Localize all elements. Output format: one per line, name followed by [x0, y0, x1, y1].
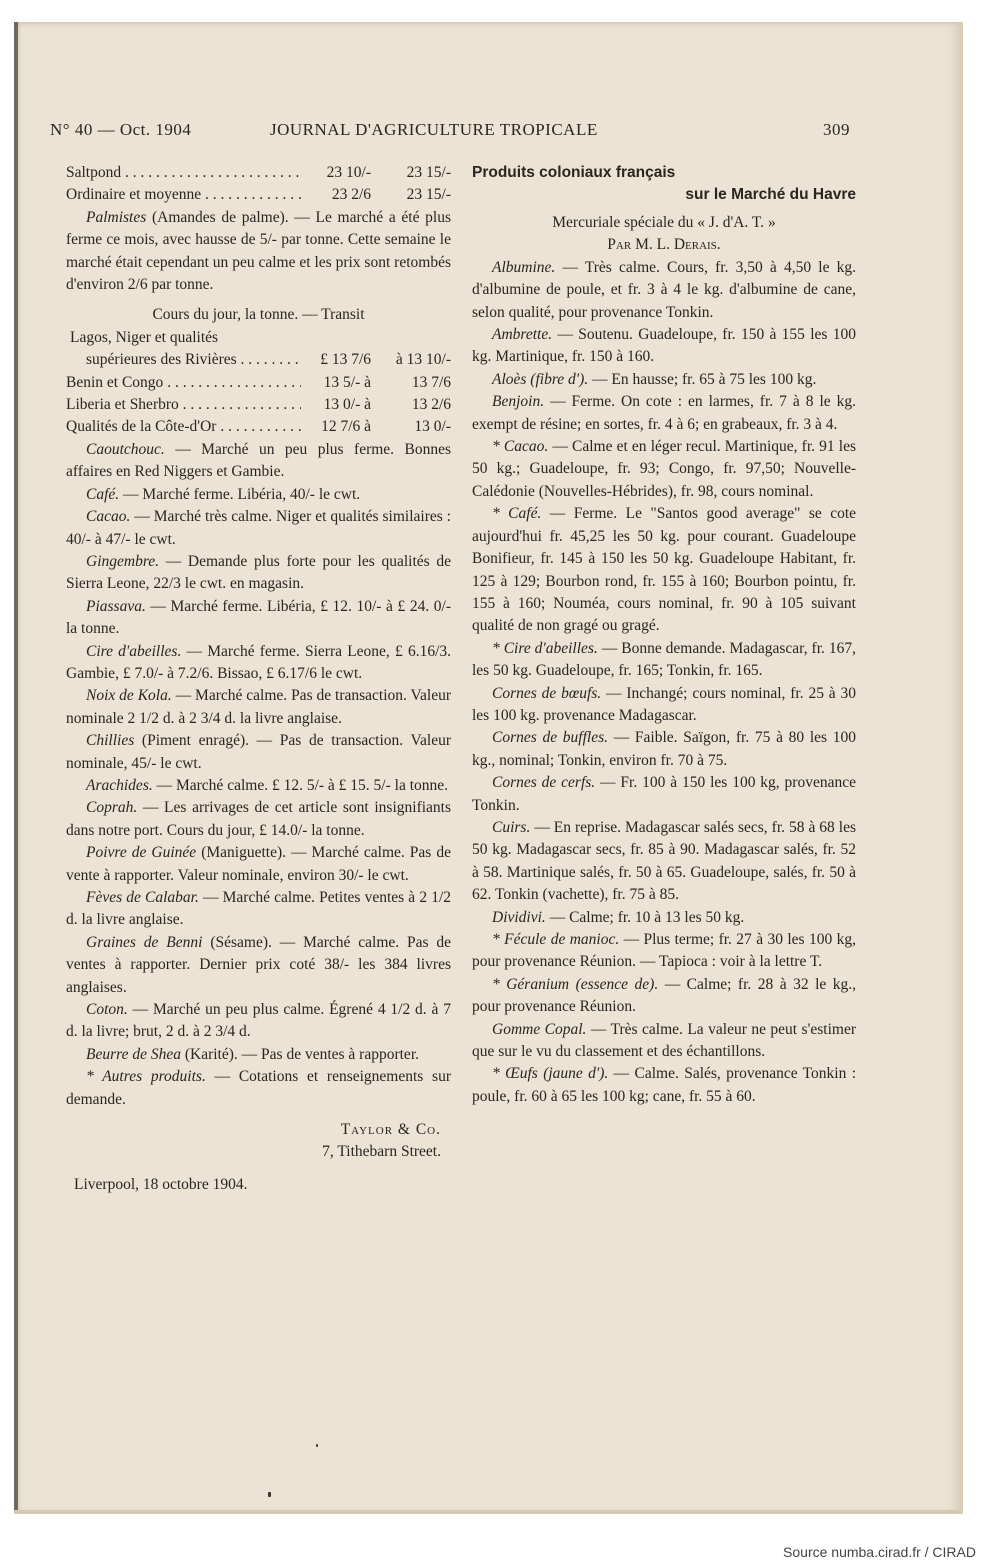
price-value-1: 13 0/- à [323, 396, 371, 414]
page-left-edge [14, 22, 18, 1514]
signature-address: 7, Tithebarn Street. [322, 1143, 441, 1161]
entry-paragraph [472, 772, 856, 817]
entry-text: — Marché un peu plus calme. Égrené 4 1/2 d. à 7 d. la livre; brut, 2 d. à 2 3/4 d. [66, 1001, 451, 1041]
entry-paragraph [66, 551, 451, 596]
entry-text: — Marché calme. £ 12. 5/- à £ 15. 5/- la tonne. [156, 776, 449, 794]
entry-paragraph [472, 638, 856, 683]
entry-name: Palmistes [86, 208, 147, 226]
entry-paragraph [472, 436, 856, 503]
page-bottom-edge [14, 1510, 960, 1514]
section-title-line-1: Produits coloniaux français [472, 164, 676, 181]
entry-name: Cire d'abeilles. [86, 642, 182, 660]
entry-paragraph [472, 817, 856, 907]
cours-header: Cours du jour, la tonne. — Transit [152, 306, 365, 324]
entry-name: Graines de Benni [86, 933, 203, 951]
entry-paragraph [472, 727, 856, 772]
entry-name: * Fécule de manioc. [492, 931, 620, 948]
entry-text: — Calme; fr. 28 à 32 le kg., pour provenance Réunion. [472, 975, 856, 1016]
entry-name: Gingembre. [86, 552, 160, 570]
price-row [66, 416, 451, 438]
entry-text: — Calme. Salés, provenance Tonkin : poule, fr. 60 à 65 les 100 kg; cane, fr. 55 à 60. [472, 1065, 857, 1105]
entry-paragraph [66, 730, 451, 775]
section-title [472, 162, 856, 206]
section-author: Par M. L. Derais. [607, 236, 721, 254]
entry-name: * Cacao. [492, 438, 549, 456]
entry-name: Aloès (fibre d'). [492, 370, 589, 388]
right-column [472, 162, 856, 1108]
entry-name: Benjoin. [492, 393, 545, 411]
entry-paragraph [66, 506, 451, 551]
entry-text: — Marché très calme. Niger et qualités similaires : 40/- à 47/- le cwt. [66, 508, 451, 548]
entry-name: Albumine. [492, 258, 556, 276]
entry-text: — Calme; fr. 10 à 13 les 50 kg. [549, 908, 745, 926]
place-date: Liverpool, 18 octobre 1904. [74, 1175, 248, 1193]
price-value-1: 23 2/6 [331, 186, 371, 204]
entry-text: (Amandes de palme). — Le marché a été plus ferme ce mois, avec hausse de 5/- par tonne. Cette semaine le marché était cependant un peu calme et les prix sont retombés d'environ 2/6 par tonne. [66, 208, 452, 294]
entry-name: Chillies [86, 732, 135, 750]
entry-text: — Calme et en léger recul. Martinique, fr. 91 les 50 kg.; Guadeloupe, fr. 93; Congo, fr. 97,50; Nouvelle-Calédonie (Nouvelles-Hébrides), fr. 98, cours nominal. [472, 438, 857, 500]
price-value-2: 13 2/6 [411, 396, 451, 414]
entry-text: — Faible. Saïgon, fr. 75 à 80 les 100 kg., nominal; Tonkin, environ fr. 70 à 75. [472, 729, 857, 769]
entry-text: — Les arrivages de cet article sont insignifiants dans notre port. Cours du jour, £ 14.0/- la tonne. [66, 799, 452, 839]
page-number: 309 [823, 120, 850, 139]
price-value-2: à 13 10/- [395, 351, 451, 369]
running-header [50, 120, 850, 144]
price-row [66, 162, 451, 184]
entry-text: — Cotations et renseignements sur demande. [66, 1068, 452, 1108]
price-value-1: £ 13 7/6 [320, 351, 371, 369]
price-row [66, 394, 451, 416]
signature-name: Taylor & Co. [340, 1121, 441, 1139]
entry-text: (Karité). — Pas de ventes à rapporter. [184, 1045, 419, 1063]
entry-name: Piassava. [86, 597, 146, 615]
entry-paragraph [66, 641, 451, 686]
price-value-2: 23 15/- [406, 164, 451, 181]
entry-paragraph [472, 683, 856, 728]
entry-text: (Piment enragé). — Pas de transaction. Valeur nominale, 45/- le cwt. [66, 732, 451, 772]
entry-paragraph [66, 842, 451, 887]
entry-name: * Autres produits. [86, 1068, 206, 1086]
entry-name: Café. [86, 485, 120, 503]
entry-text: — Marché ferme. Sierra Leone, £ 6.16/3. Gambie, £ 7.0/- à 7.2/6. Bissao, £ 6.17/6 le cwt. [66, 642, 452, 682]
entry-paragraph [472, 907, 856, 929]
entry-text: — Inchangé; cours nominal, fr. 25 à 30 les 100 kg. provenance Madagascar. [472, 684, 857, 724]
entry-name: Coton. [86, 1001, 128, 1019]
entry-text: (Sésame). — Marché calme. Pas de ventes à rapporter. Dernier prix coté 38/- les 384 livres anglaises. [66, 933, 452, 996]
entry-name: Fèves de Calabar. [86, 889, 199, 906]
lagos-line: Lagos, Niger et qualités [70, 328, 219, 346]
entry-paragraph [472, 1063, 856, 1108]
entry-paragraph [66, 596, 451, 641]
entry-text: — Plus terme; fr. 27 à 30 les 100 kg, pour provenance Réunion. — Tapioca : voir à la lettre T. [472, 931, 856, 971]
entry-name: Arachides. [86, 776, 153, 794]
entry-paragraph [66, 685, 451, 730]
price-value-2: 13 0/- [414, 418, 451, 436]
entry-paragraph [66, 1066, 451, 1111]
entry-paragraph [472, 257, 856, 324]
price-value-1: 13 5/- à [323, 373, 371, 391]
entry-paragraph [472, 1019, 856, 1064]
entry-paragraph [66, 999, 451, 1044]
entry-name: Poivre de Guinée [86, 844, 197, 862]
entry-paragraph [66, 775, 451, 797]
entry-name: Ambrette. [492, 326, 553, 344]
signature [66, 1119, 451, 1164]
section-subtitle: Mercuriale spéciale du « J. d'A. T. » [552, 214, 776, 231]
section-title-line-2: sur le Marché du Havre [685, 186, 856, 203]
entry-paragraph [66, 439, 451, 484]
entry-text: — Ferme. Le "Santos good average" se cote aujourd'hui fr. 45,25 les 50 kg. pour courant. Guadeloupe Bonifieur, fr. 145 à 150 les 50 kg. Guadeloupe Habitant, fr. 125 à 129; Bourbon rond, fr. 155 à 160; Bourbon pointu, fr. 155 à 160; Nouméa, cours nominal, fr. 90 à 105 suivant qualité de non gragé ou gragé. [472, 505, 857, 635]
entry-name: Dividivi. [492, 908, 546, 926]
price-label: Qualités de la Côte-d'Or . . . [66, 416, 301, 438]
entry-paragraph [472, 391, 856, 436]
entry-text: (Maniguette). — Marché calme. Pas de vente à rapporter. Valeur nominale, environ 30/- le cwt. [66, 844, 451, 884]
entry-text: — Fr. 100 à 150 les 100 kg, provenance Tonkin. [472, 774, 856, 814]
entry-name: * Œufs (jaune d'). [492, 1065, 609, 1083]
price-label: Saltpond . . . [66, 162, 301, 184]
entry-paragraph [472, 369, 856, 391]
entry-text: — Marché calme. Petites ventes à 2 1/2 d. la livre anglaise. [66, 889, 452, 929]
price-row [66, 184, 451, 206]
entry-name: Cuirs. [492, 818, 531, 836]
price-label: supérieures des Rivières . . . [86, 349, 301, 371]
entry-paragraph [472, 324, 856, 369]
price-row [66, 349, 451, 371]
entry-text: — Demande plus forte pour les qualités de Sierra Leone, 22/3 le cwt. en magasin. [66, 552, 451, 593]
issue-label: N° 40 — Oct. 1904 [50, 120, 192, 139]
price-value-2: 23 15/- [406, 186, 451, 204]
journal-title: JOURNAL D'AGRICULTURE TROPICALE [270, 120, 598, 139]
entry-text: — Soutenu. Guadeloupe, fr. 150 à 155 les 100 kg. Martinique, fr. 150 à 160. [472, 326, 857, 366]
ink-speck [268, 1492, 271, 1497]
entry-paragraph [472, 503, 856, 637]
entry-text: — En hausse; fr. 65 à 75 les 100 kg. [592, 370, 817, 388]
price-value-1: 23 10/- [326, 164, 371, 181]
entry-text: — Bonne demande. Madagascar, fr. 167, les 50 kg. Guadeloupe, fr. 165; Tonkin, fr. 165. [472, 639, 856, 680]
entry-text: — En reprise. Madagascar salés secs, fr. 58 à 68 les 50 kg. Madagascar secs, fr. 85 à 90. Madagascar salés, fr. 52 à 58. Martinique salés, fr. 50 à 65. Guadeloupe, salés, fr. 50 à 62. Tonkin (vachette), fr. 75 à 85. [472, 818, 857, 904]
entry-text: — Ferme. On cote : en larmes, fr. 7 à 8 le kg. exempt de résine; en sortes, fr. 4 à 6; en grabeaux, fr. 3 à 4. [472, 393, 856, 433]
entry-paragraph [472, 974, 856, 1019]
entry-text: — Marché calme. Pas de transaction. Valeur nominale 2 1/2 d. à 2 3/4 d. la livre anglaise. [66, 687, 451, 727]
entry-paragraph [66, 932, 451, 999]
entry-name: Cornes de cerfs. [492, 774, 596, 792]
entry-name: Gomme Copal. [492, 1020, 587, 1038]
entry-text: — Marché un peu plus ferme. Bonnes affaires en Red Niggers et Gambie. [66, 440, 451, 481]
entry-name: Cornes de bœufs. [492, 684, 602, 702]
price-label: Benin et Congo . . . [66, 372, 301, 394]
entry-paragraph [66, 1044, 451, 1066]
price-value-2: 13 7/6 [411, 373, 451, 391]
entry-text: — Très calme. La valeur ne peut s'estimer que sur le vu du classement et des échantillons. [472, 1020, 856, 1061]
source-credit: Source numba.cirad.fr / CIRAD [783, 1544, 976, 1560]
entry-text: — Marché ferme. Libéria, £ 12. 10/- à £ 24. 0/- la tonne. [66, 597, 451, 638]
entry-name: * Cire d'abeilles. [492, 639, 598, 657]
entry-paragraph [66, 887, 451, 932]
entry-name: * Géranium (essence de). [492, 975, 659, 993]
entry-name: Noix de Kola. [86, 687, 172, 705]
entry-paragraph [66, 484, 451, 506]
entry-text: — Marché ferme. Libéria, 40/- le cwt. [123, 485, 361, 503]
entry-paragraph [472, 929, 856, 974]
entry-name: Cornes de buffles. [492, 729, 609, 747]
entry-name: Coprah. [86, 799, 138, 817]
entry-name: Beurre de Shea [86, 1045, 181, 1063]
entry-name: * Café. [492, 505, 542, 523]
price-label: Liberia et Sherbro . . . [66, 394, 301, 416]
price-row [66, 372, 451, 394]
entry-paragraph [66, 797, 451, 842]
palmistes-paragraph [66, 207, 451, 297]
price-value-1: 12 7/6 à [321, 418, 371, 436]
ink-speck [316, 1444, 318, 1447]
price-label: Ordinaire et moyenne . . . [66, 184, 301, 206]
left-column [66, 162, 451, 1196]
entry-name: Cacao. [86, 508, 131, 526]
entry-text: — Très calme. Cours, fr. 3,50 à 4,50 le kg. d'albumine de poule, et fr. 3 à 4 le kg. d'albumine de cane, selon qualité, pour provenance Tonkin. [472, 258, 856, 321]
entry-name: Caoutchouc. [86, 440, 165, 458]
